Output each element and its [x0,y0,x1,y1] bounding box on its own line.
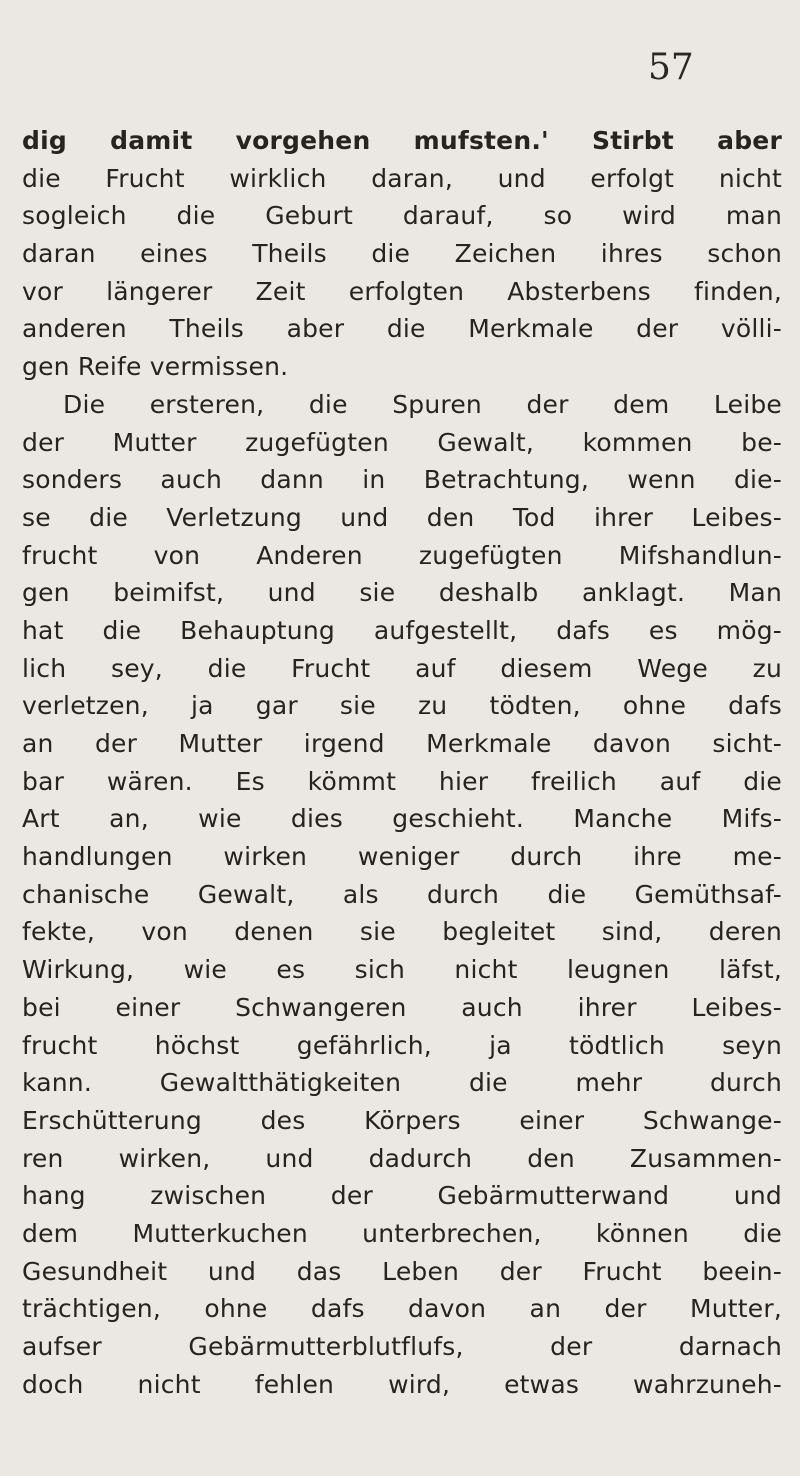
text-line: gen Reife vermissen. [22,352,289,382]
text-line: bar wären. Es kömmt hier freilich auf die [22,766,782,796]
text-line: ren wirken, und dadurch den Zusammen- [22,1143,782,1173]
text-line: kann. Gewaltthätigkeiten die mehr durch [22,1068,782,1098]
text-line: hat die Behauptung aufgestellt, dafs es mög- [22,615,782,645]
text-line: dig damit vorgehen mufsten.' Stirbt aber [22,126,782,155]
text-line: fekte, von denen sie begleitet sind, deren [22,917,782,947]
text-line: hang zwischen der Gebärmutterwand und [22,1181,782,1211]
text-line: verletzen, ja gar sie zu tödten, ohne dafs [22,691,782,721]
text-line: aufser Gebärmutterblutflufs, der darnach [22,1332,782,1361]
text-line: gen beimifst, und sie deshalb anklagt. Man [22,578,782,608]
text-line: se die Verletzung und den Tod ihrer Leibes- [22,502,782,532]
text-line: daran eines Theils die Zeichen ihres schon [22,239,782,269]
text-line: der Mutter zugefügten Gewalt, kommen be- [22,427,782,457]
body-text [22,122,782,1403]
text-line: dem Mutterkuchen unterbrechen, können die [22,1218,782,1248]
text-line: lich sey, die Frucht auf diesem Wege zu [22,653,782,683]
text-line: frucht höchst gefährlich, ja tödtlich seyn [22,1030,782,1060]
text-line: Wirkung, wie es sich nicht leugnen läfst, [22,955,782,985]
text-line: die Frucht wirklich daran, und erfolgt nicht [22,163,782,193]
text-line: sonders auch dann in Betrachtung, wenn die- [22,465,782,495]
text-line: trächtigen, ohne dafs davon an der Mutter, [22,1294,782,1324]
page-number: 57 [648,47,694,88]
text-line: an der Mutter irgend Merkmale davon sicht- [22,729,782,758]
text-line: doch nicht fehlen wird, etwas wahrzuneh- [22,1369,782,1399]
text-line: sogleich die Geburt darauf, so wird man [22,201,782,231]
text-line: Erschütterung des Körpers einer Schwange- [22,1105,782,1135]
text-line: vor längerer Zeit erfolgten Absterbens finden, [22,276,782,306]
text-line: frucht von Anderen zugefügten Mifshandlun- [22,540,782,570]
text-line: handlungen wirken weniger durch ihre me- [22,842,782,872]
paragraph-first-line: Die ersteren, die Spuren der dem Leibe [63,389,782,419]
text-line: Gesundheit und das Leben der Frucht beein- [22,1256,782,1286]
text-line: bei einer Schwangeren auch ihrer Leibes- [22,992,782,1022]
text-line: Art an, wie dies geschieht. Manche Mifs- [22,804,782,834]
text-line: anderen Theils aber die Merkmale der völli- [22,314,782,344]
text-line: chanische Gewalt, als durch die Gemüthsaf- [22,879,782,909]
